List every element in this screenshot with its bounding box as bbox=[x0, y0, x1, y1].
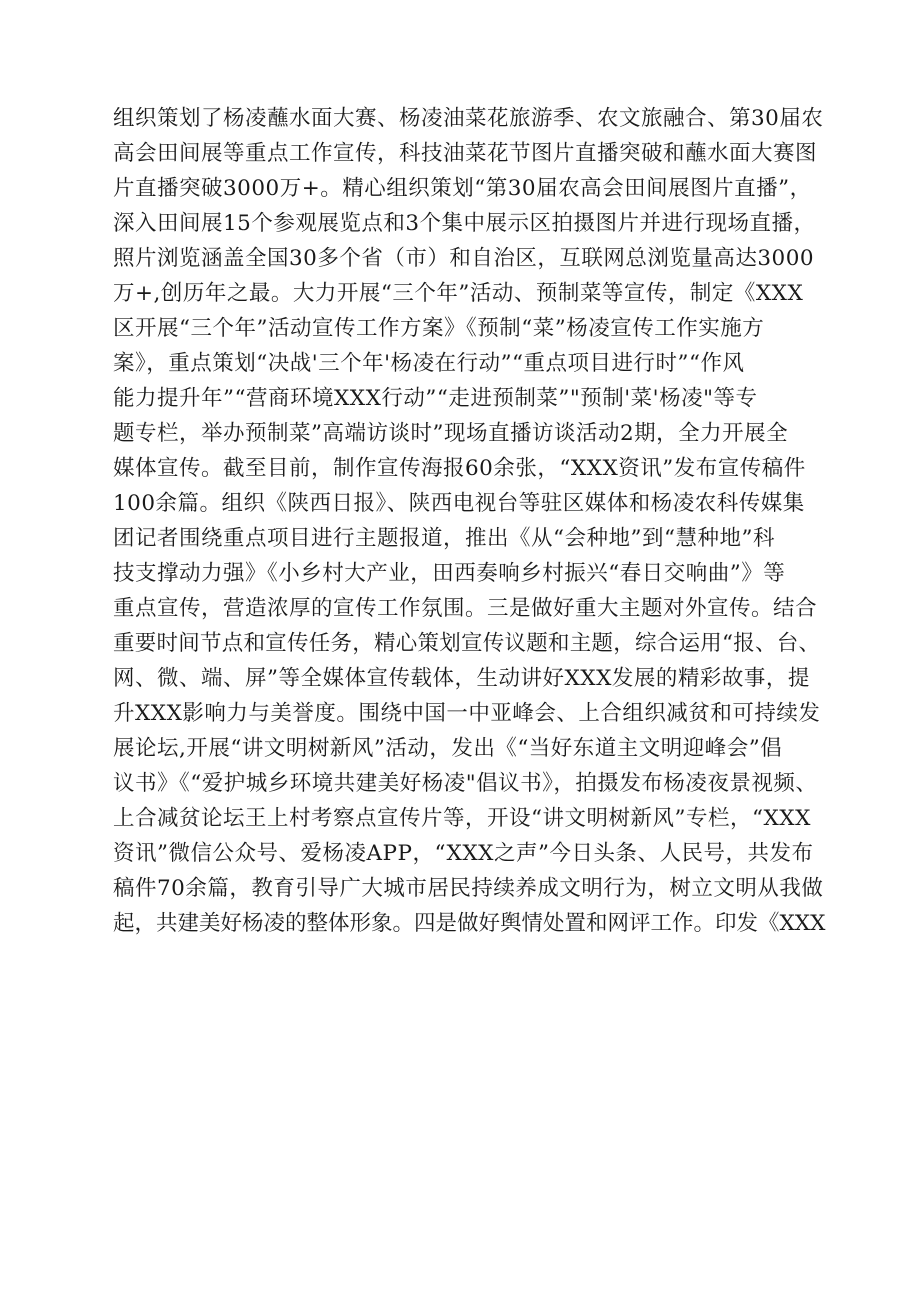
text-line: 上合减贫论坛王上村考察点宣传片等，开设“讲文明树新风”专栏，“XXX bbox=[113, 806, 811, 831]
text-line: 重点宣传，营造浓厚的宣传工作氛围。三是做好重大主题对外宣传。结合 bbox=[113, 596, 818, 621]
text-line: 稿件70余篇，教育引导广大城市居民持续养成文明行为，树立文明从我做 bbox=[113, 876, 824, 901]
body-paragraph bbox=[113, 101, 825, 941]
text-line: 深入田间展15个参观展览点和3个集中展示区拍摄图片并进行现场直播， bbox=[113, 211, 816, 236]
text-line: 升XXX影响力与美誉度。围绕中国一中亚峰会、上合组织减贫和可持续发 bbox=[113, 701, 821, 726]
text-line: 题专栏，举办预制菜”高端访谈时”现场直播访谈活动2期，全力开展全 bbox=[113, 421, 789, 446]
text-line: 展论坛,开展“讲文明树新风”活动，发出《“当好东道主文明迎峰会”倡 bbox=[113, 736, 783, 761]
text-line: 团记者围绕重点项目进行主题报道，推出《从“会种地”到“慧种地”科 bbox=[113, 526, 775, 551]
text-line: 起，共建美好杨凌的整体形象。四是做好舆情处置和网评工作。印发《XXX bbox=[113, 911, 826, 936]
text-line: 技支撑动力强》《小乡村大产业，田西奏响乡村振兴“春日交响曲”》等 bbox=[113, 561, 786, 586]
text-line: 照片浏览涵盖全国30多个省（市）和自治区，互联网总浏览量高达3000 bbox=[113, 246, 815, 271]
text-line: 资讯”微信公众号、爱杨凌APP，“XXX之声”今日头条、人民号，共发布 bbox=[113, 841, 814, 866]
text-line: 区开展“三个年”活动宣传工作方案》《预制“菜”杨凌宣传工作实施方 bbox=[113, 316, 765, 341]
text-line: 100余篇。组织《陕西日报》、陕西电视台等驻区媒体和杨凌农科传媒集 bbox=[113, 491, 805, 516]
text-line: 片直播突破3000万+。精心组织策划“第30届农高会田间展图片直播”， bbox=[113, 176, 812, 201]
text-line: 媒体宣传。截至目前，制作宣传海报60余张，“XXX资讯”发布宣传稿件 bbox=[113, 456, 806, 481]
text-line: 案》，重点策划“决战'三个年'杨凌在行动”“重点项目进行时”“作风 bbox=[113, 351, 745, 376]
text-line: 重要时间节点和宣传任务，精心策划宣传议题和主题，综合运用“报、台、 bbox=[113, 631, 821, 656]
text-line: 网、微、端、屏”等全媒体宣传载体，生动讲好XXX发展的精彩故事，提 bbox=[113, 666, 810, 691]
text-line: 高会田间展等重点工作宣传，科技油菜花节图片直播突破和蘸水面大赛图 bbox=[113, 141, 818, 166]
text-line: 万+,创历年之最。大力开展“三个年”活动、预制菜等宣传，制定《XXX bbox=[113, 281, 804, 306]
text-line: 议书》《“爱护城乡环境共建美好杨凌"倡议书》，拍摄发布杨凌夜景视频、 bbox=[113, 771, 818, 796]
text-line: 能力提升年”“营商环境XXX行动”“走进预制菜”"预制'菜'杨凌"等专 bbox=[113, 386, 758, 411]
text-line: 组织策划了杨凌蘸水面大赛、杨凌油菜花旅游季、农文旅融合、第30届农 bbox=[113, 106, 824, 131]
